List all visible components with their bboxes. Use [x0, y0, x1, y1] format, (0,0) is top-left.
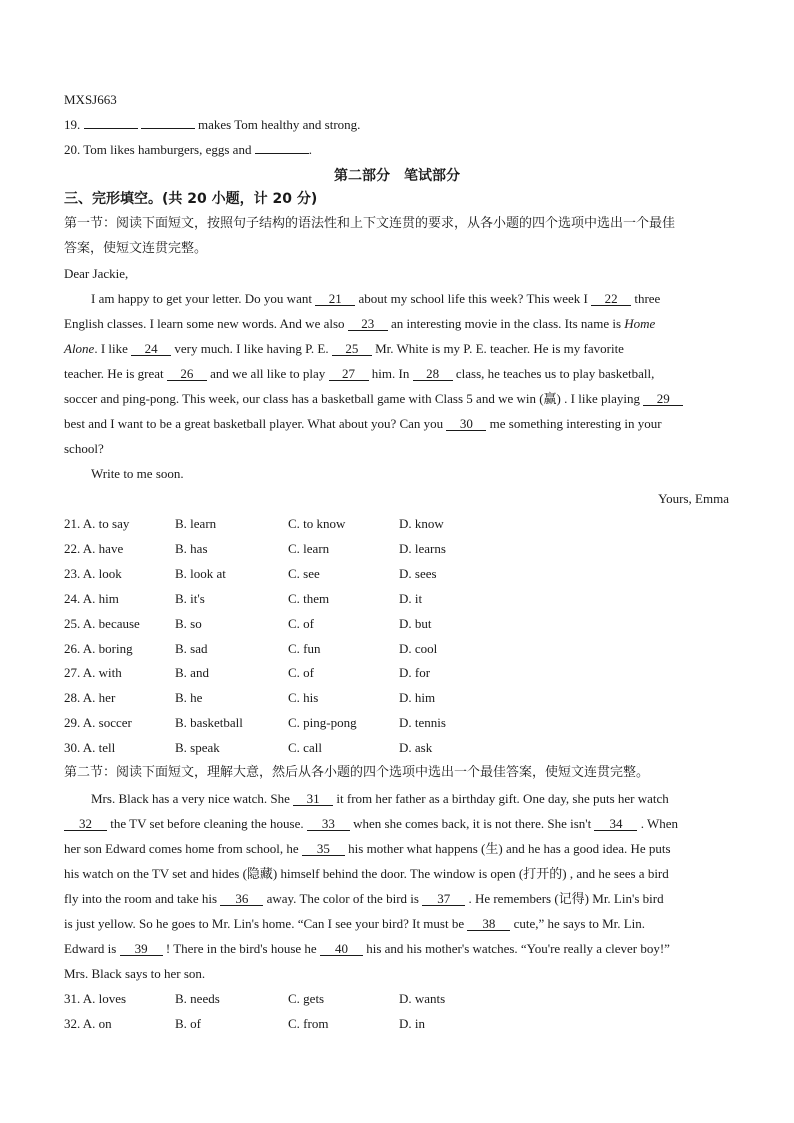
- text: Mr. White is my P. E. teacher. He is my favorite: [375, 341, 624, 356]
- option-b[interactable]: B. of: [175, 1015, 201, 1031]
- option-c[interactable]: C. them: [288, 590, 330, 606]
- text: Mrs. Black has a very nice watch. She: [91, 791, 290, 806]
- blank-28[interactable]: 28: [413, 367, 453, 381]
- letter-line-6: [64, 416, 662, 432]
- blank-26[interactable]: 26: [167, 367, 207, 381]
- text: me something interesting in your: [489, 416, 662, 431]
- text: away. The color of the bird is: [266, 891, 419, 906]
- question-20: [64, 142, 312, 158]
- option-c[interactable]: C. call: [288, 740, 322, 756]
- option-d[interactable]: D. for: [399, 665, 431, 681]
- option-b[interactable]: B. needs: [175, 991, 220, 1006]
- option-a[interactable]: 23. A. look: [64, 565, 122, 581]
- passage-line-2: [64, 816, 678, 832]
- option-c[interactable]: C. to know: [288, 516, 346, 531]
- answer-blank[interactable]: [255, 153, 309, 154]
- blank-22[interactable]: 22: [591, 292, 631, 306]
- text: ! There in the bird's house he: [165, 941, 317, 956]
- letter-line-5: [64, 391, 683, 407]
- option-b[interactable]: B. sad: [175, 640, 208, 656]
- part-title: 第二部分 笔试部分: [334, 168, 460, 184]
- option-a[interactable]: 21. A. to say: [64, 516, 130, 531]
- blank-33[interactable]: 33: [307, 817, 350, 831]
- option-b[interactable]: B. and: [175, 665, 209, 681]
- text: his and his mother's watches. “You're really a clever boy!”: [366, 941, 670, 956]
- option-d[interactable]: D. sees: [399, 565, 437, 581]
- option-d[interactable]: D. learns: [399, 540, 446, 556]
- section3-title: 三、完形填空。(共 20 小题，计 20 分): [64, 191, 318, 207]
- option-b[interactable]: B. speak: [175, 740, 220, 756]
- option-a[interactable]: 24. A. him: [64, 590, 119, 606]
- letter-line-4: [64, 366, 654, 382]
- option-c[interactable]: C. learn: [288, 540, 330, 556]
- letter-closing: Write to me soon.: [91, 466, 184, 481]
- passage-line-6: [64, 916, 645, 932]
- sec1-instruction-1: 第一节：阅读下面短文，按照句子结构的语法性和上下文连贯的要求，从各小题的四个选项中选出一个最佳: [64, 216, 676, 231]
- q20-text: Tom likes hamburgers, eggs and: [83, 142, 252, 157]
- text: about my school life this week? This week I: [358, 291, 588, 306]
- option-b[interactable]: B. look at: [175, 565, 226, 581]
- option-c[interactable]: C. of: [288, 665, 314, 681]
- blank-29[interactable]: 29: [643, 392, 683, 406]
- header-code: MXSJ663: [64, 92, 117, 107]
- text: English classes. I learn some new words. And we also: [64, 316, 345, 331]
- blank-40[interactable]: 40: [320, 942, 363, 956]
- text: teacher. He is great: [64, 366, 164, 381]
- option-c[interactable]: C. of: [288, 615, 314, 631]
- passage-line-7: [64, 941, 670, 957]
- text: it from her father as a birthday gift. One day, she puts her watch: [336, 791, 669, 806]
- movie-title-1: Home: [624, 316, 656, 331]
- letter-line-1: [91, 291, 660, 307]
- sec1-instruction-2: 答案，使短文连贯完整。: [64, 241, 208, 256]
- blank-23[interactable]: 23: [348, 317, 388, 331]
- option-d[interactable]: D. cool: [399, 640, 438, 656]
- letter-line-3: [64, 341, 624, 357]
- text: . When: [640, 816, 679, 831]
- option-d[interactable]: D. it: [399, 590, 423, 606]
- blank-30[interactable]: 30: [446, 417, 486, 431]
- option-c[interactable]: C. from: [288, 1015, 329, 1031]
- option-a[interactable]: 25. A. because: [64, 615, 140, 631]
- blank-34[interactable]: 34: [594, 817, 637, 831]
- letter-line-2: [64, 316, 655, 332]
- text: . I like: [94, 341, 128, 356]
- letter-signature: Yours, Emma: [658, 491, 729, 506]
- option-c[interactable]: C. gets: [288, 991, 325, 1006]
- blank-25[interactable]: 25: [332, 342, 372, 356]
- option-d[interactable]: D. in: [399, 1015, 425, 1031]
- blank-36[interactable]: 36: [220, 892, 263, 906]
- blank-37[interactable]: 37: [422, 892, 465, 906]
- blank-39[interactable]: 39: [120, 942, 163, 956]
- movie-title-2: Alone: [64, 341, 95, 356]
- blank-32[interactable]: 32: [64, 817, 107, 831]
- text: the TV set before cleaning the house.: [110, 816, 304, 831]
- text: class, he teaches us to play basketball,: [455, 366, 655, 381]
- option-c[interactable]: C. his: [288, 690, 319, 706]
- option-c[interactable]: C. see: [288, 565, 320, 581]
- passage-line-3: [64, 841, 671, 857]
- text: him. In: [371, 366, 410, 381]
- sec2-instruction: 第二节：阅读下面短文，理解大意，然后从各小题的四个选项中选出一个最佳答案，使短文连贯完整。: [64, 765, 650, 780]
- option-b[interactable]: B. basketball: [175, 715, 243, 731]
- text: when she comes back, it is not there. She isn't: [353, 816, 592, 831]
- passage-line-1: [91, 791, 669, 807]
- text: I am happy to get your letter. Do you want: [91, 291, 312, 306]
- text: and we all like to play: [210, 366, 326, 381]
- text: her son Edward comes home from school, he: [64, 841, 299, 856]
- text: best and I want to be a great basketball player. What about you? Can you: [64, 416, 444, 431]
- option-d[interactable]: D. wants: [399, 991, 446, 1006]
- passage-line-4: his watch on the TV set and hides (隐藏) himself behind the door. The window is open (打开的) , and he sees a bird: [64, 866, 669, 881]
- option-d[interactable]: D. but: [399, 615, 432, 631]
- blank-21[interactable]: 21: [315, 292, 355, 306]
- option-d[interactable]: D. know: [399, 516, 444, 531]
- option-b[interactable]: B. it's: [175, 590, 205, 606]
- blank-24[interactable]: 24: [131, 342, 171, 356]
- answer-blank[interactable]: [84, 128, 138, 129]
- option-a[interactable]: 27. A. with: [64, 665, 122, 681]
- text: soccer and ping-pong. This week, our class has a basketball game with Class 5 and we win (赢) . I like playing: [64, 391, 640, 406]
- text: Edward is: [64, 941, 117, 956]
- text: an interesting movie in the class. Its name is: [391, 316, 622, 331]
- text: . He remembers (记得) Mr. Lin's bird: [468, 891, 664, 906]
- blank-38[interactable]: 38: [467, 917, 510, 931]
- answer-blank[interactable]: [141, 128, 195, 129]
- passage-line-5: [64, 891, 664, 907]
- option-a[interactable]: 30. A. tell: [64, 740, 116, 756]
- passage-line-8: Mrs. Black says to her son.: [64, 966, 206, 981]
- q19-text: makes Tom healthy and strong.: [198, 117, 361, 132]
- q20-number: 20.: [64, 142, 81, 157]
- option-b[interactable]: B. he: [175, 690, 203, 706]
- option-a[interactable]: 28. A. her: [64, 690, 116, 706]
- option-a[interactable]: 22. A. have: [64, 540, 124, 556]
- option-b[interactable]: B. learn: [175, 516, 217, 531]
- question-19: [64, 117, 360, 133]
- text: is just yellow. So he goes to Mr. Lin's home. “Can I see your bird? It must be: [64, 916, 465, 931]
- blank-27[interactable]: 27: [329, 367, 369, 381]
- option-a[interactable]: 32. A. on: [64, 1015, 112, 1031]
- option-b[interactable]: B. has: [175, 540, 208, 556]
- option-d[interactable]: D. tennis: [399, 715, 446, 731]
- text: three: [634, 291, 661, 306]
- option-c[interactable]: C. ping-pong: [288, 715, 357, 731]
- q19-number: 19.: [64, 117, 81, 132]
- option-d[interactable]: D. ask: [399, 740, 433, 756]
- option-c[interactable]: C. fun: [288, 640, 321, 656]
- blank-35[interactable]: 35: [302, 842, 345, 856]
- text: fly into the room and take his: [64, 891, 218, 906]
- option-b[interactable]: B. so: [175, 615, 202, 631]
- blank-31[interactable]: 31: [293, 792, 333, 806]
- letter-greeting: Dear Jackie,: [64, 266, 129, 281]
- option-a[interactable]: 31. A. loves: [64, 991, 127, 1006]
- q20-end: .: [308, 142, 312, 157]
- letter-line-7: school?: [64, 441, 104, 456]
- option-a[interactable]: 29. A. soccer: [64, 715, 132, 731]
- text: cute,” he says to Mr. Lin.: [513, 916, 646, 931]
- text: his mother what happens (生) and he has a good idea. He puts: [348, 841, 671, 856]
- text: very much. I like having P. E.: [174, 341, 329, 356]
- option-d[interactable]: D. him: [399, 690, 436, 706]
- option-a[interactable]: 26. A. boring: [64, 640, 133, 656]
